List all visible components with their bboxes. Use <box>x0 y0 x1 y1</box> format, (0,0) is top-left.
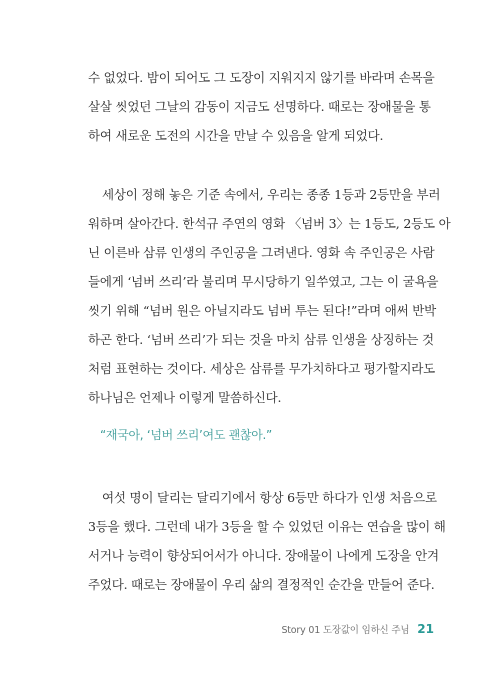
text-line: 하나님은 언제나 이렇게 말씀하신다. <box>88 390 282 405</box>
text-line: 수 없었다. 밤이 되어도 그 도장이 지워지지 않기를 바라며 손목을 <box>88 70 435 85</box>
text-line: 서거나 능력이 향상되어서가 아니다. 장애물이 나에게 도장을 안겨 <box>88 548 439 563</box>
paragraph-2 <box>88 180 451 412</box>
text-line: 살살 씻었던 그날의 감동이 지금도 선명하다. 때로는 장애물을 통 <box>88 99 431 114</box>
text-line: 처럼 표현하는 것이다. 세상은 삼류를 무가치하다고 평가할지라도 <box>88 361 436 376</box>
text-line: 하여 새로운 도전의 시간을 만날 수 있음을 알게 되었다. <box>88 128 384 143</box>
text-line: 하곤 한다. ‘넘버 쓰리’가 되는 것을 마치 삼류 인생을 상징하는 것 <box>88 332 434 347</box>
text-line: 씻기 위해 “넘버 원은 아닐지라도 넘버 투는 된다!”라며 애써 반박 <box>88 303 437 318</box>
paragraph-1 <box>88 63 435 150</box>
text-line: 세상이 정해 놓은 기준 속에서, 우리는 종종 1등과 2등만을 부러 <box>102 187 441 202</box>
text-line: 닌 이른바 삼류 인생의 주인공을 그려낸다. 영화 속 주인공은 사람 <box>88 245 435 260</box>
running-head: Story 01 도장값이 임하신 주님 <box>281 625 410 636</box>
paragraph-3 <box>88 483 446 599</box>
text-line: 여섯 명이 달리는 달리기에서 항상 6등만 하다가 인생 처음으로 <box>102 490 437 505</box>
text-line: 워하며 살아간다. 한석규 주연의 영화 〈넘버 3〉는 1등도, 2등도 아 <box>88 216 451 231</box>
page-number: 21 <box>417 622 434 636</box>
text-line: 들에게 ‘넘버 쓰리’라 불리며 무시당하기 일쑤였고, 그는 이 굴욕을 <box>88 274 439 289</box>
text-line: 주었다. 때로는 장애물이 우리 삶의 결정적인 순간을 만들어 준다. <box>88 577 435 592</box>
text-line: 3등을 했다. 그런데 내가 3등을 할 수 있었던 이유는 연습을 많이 해 <box>88 519 446 534</box>
page-footer <box>281 622 434 636</box>
highlighted-quote: “재국아, ‘넘버 쓰리’여도 괜찮아.” <box>100 428 272 442</box>
